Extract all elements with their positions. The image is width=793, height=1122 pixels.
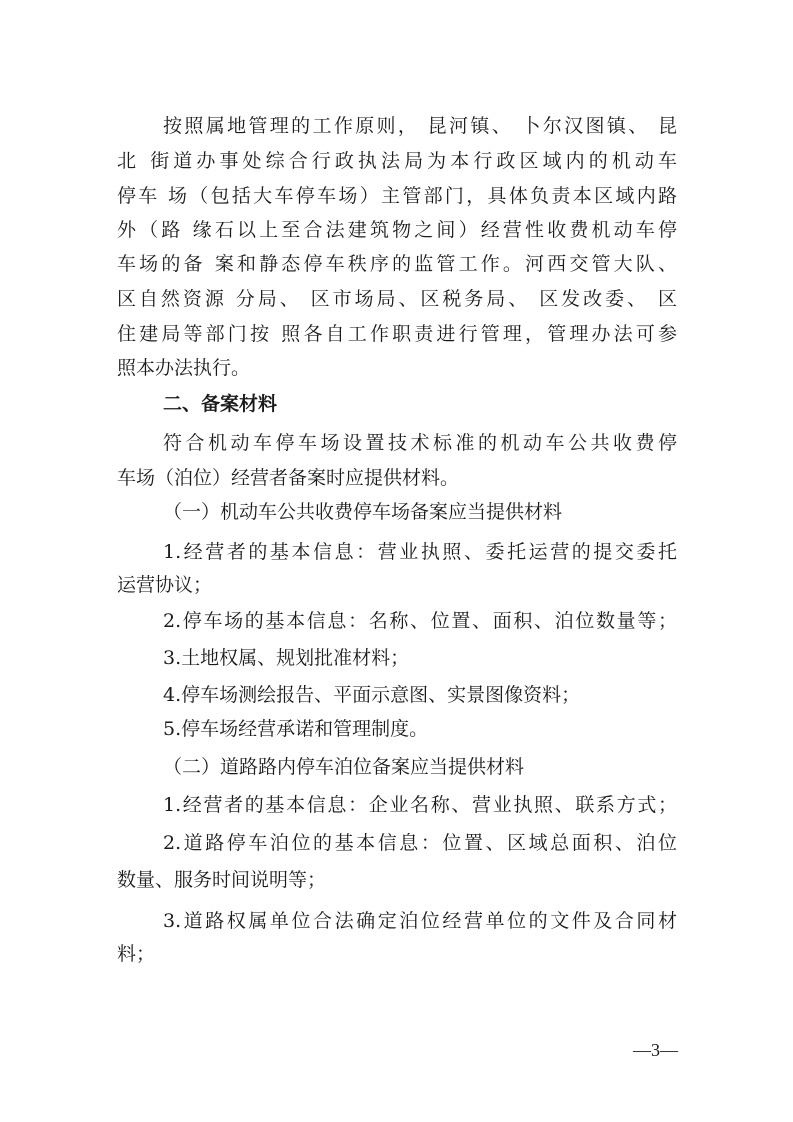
list-item: 数量、服务时间说明等； — [117, 869, 327, 891]
subsection-heading: （一）机动车公共收费停车场备案应当提供材料 — [163, 501, 563, 523]
paragraph-line: 按照属地管理的工作原则， 昆河镇、 卜尔汉图镇、 昆 — [163, 115, 677, 137]
paragraph-line: 外（路 缘石以上至合法建筑物之间）经营性收费机动车停 — [117, 219, 677, 241]
paragraph-line: 车场（泊位）经营者备案时应提供材料。 — [117, 467, 460, 489]
list-item: 4.停车场测绘报告、平面示意图、实景图像资料； — [163, 684, 581, 706]
paragraph-line: 照本办法执行。 — [117, 357, 251, 379]
list-item: 3.土地权属、规划批准材料； — [163, 647, 410, 669]
list-item: 1.经营者的基本信息：营业执照、委托运营的提交委托 — [163, 541, 677, 563]
list-item: 5.停车场经营承诺和管理制度。 — [163, 718, 429, 740]
paragraph-line: 符合机动车停车场设置技术标准的机动车公共收费停 — [163, 432, 677, 454]
page-number: —3— — [633, 1040, 678, 1060]
paragraph-line: 住建局等部门按 照各自工作职责进行管理，管理办法可参 — [117, 323, 677, 345]
list-item: 料； — [117, 943, 156, 965]
list-item: 3.道路权属单位合法确定泊位经营单位的文件及合同材 — [163, 910, 677, 932]
subsection-heading: （二）道路路内停车泊位备案应当提供材料 — [163, 756, 525, 778]
list-item: 2.道路停车泊位的基本信息：位置、区域总面积、泊位 — [163, 832, 677, 854]
list-item: 1.经营者的基本信息：企业名称、营业执照、联系方式； — [163, 794, 677, 816]
paragraph-line: 区自然资源 分局、 区市场局、区税务局、 区发改委、 区 — [117, 288, 677, 310]
section-heading: 二、备案材料 — [163, 393, 278, 415]
paragraph-line: 车场的备 案和静态停车秩序的监管工作。河西交管大队、 — [117, 253, 677, 275]
paragraph-line: 停车 场（包括大车停车场）主管部门，具体负责本区域内路 — [117, 185, 677, 207]
list-item: 运营协议； — [117, 574, 213, 596]
list-item: 2.停车场的基本信息：名称、位置、面积、泊位数量等； — [163, 610, 677, 632]
paragraph-line: 北 街道办事处综合行政执法局为本行政区域内的机动车 — [117, 150, 677, 172]
